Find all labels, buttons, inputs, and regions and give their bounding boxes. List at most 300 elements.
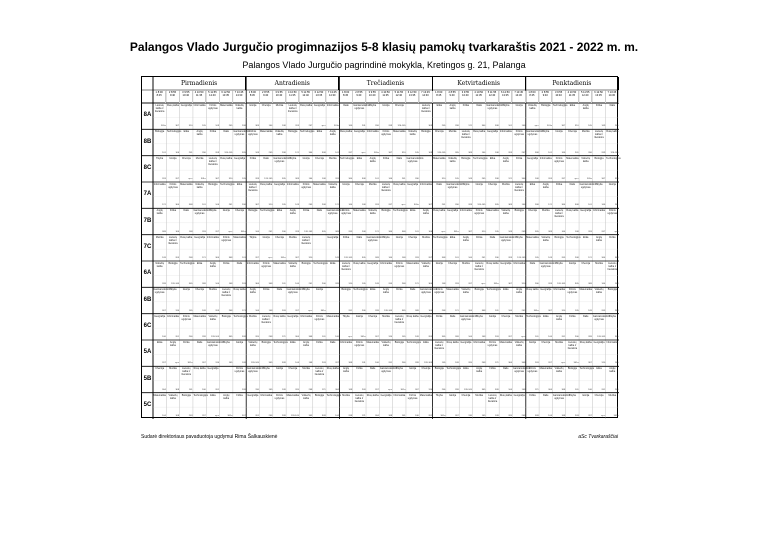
room-number: 121: [415, 283, 419, 286]
room-number: 109: [335, 256, 339, 259]
room-number: 304: [255, 283, 259, 286]
lesson-cell: Dailė 126-105: [223, 130, 233, 154]
lesson-cell: Rusų kalba 207: [340, 130, 353, 154]
room-number: 208: [361, 230, 366, 233]
room-number: 207: [375, 388, 379, 391]
room-number: 209: [588, 335, 592, 338]
lesson-cell: Fizika 301a: [183, 341, 193, 365]
room-number: 209: [548, 283, 552, 286]
period-header: 7 13:45 14:30: [233, 91, 246, 103]
day-header: Pirmadienis: [153, 77, 246, 90]
lesson-cell: Chemija 207: [501, 314, 512, 338]
lesson-cell: Informatika 201: [167, 314, 180, 338]
lesson-cell: Vokiečių kalba 301a: [581, 156, 592, 180]
lesson-cell: Vokiečių kalba 108: [168, 393, 180, 417]
lesson-cell: Lietuvių kalba ir literatūra 205: [168, 235, 180, 259]
lesson-cell: Fizinis ugdymas 208: [434, 288, 446, 312]
room-number: 301a: [227, 414, 233, 417]
period-header: 4 10:50 11:35: [473, 91, 486, 103]
day-header: Antradienis: [246, 77, 339, 90]
room-number: 101: [548, 151, 552, 154]
lesson-cell: Lietuvių kalba ir literatūra 109: [487, 393, 499, 417]
lesson-cell: Rusų kalba 310: [220, 156, 233, 180]
lesson-cell: Anglų kalba 121: [542, 183, 552, 207]
room-number: 307: [388, 151, 393, 154]
class-label: 7B: [143, 217, 152, 224]
lesson-cell: Gamtamokslinis ugdymas 203: [193, 209, 211, 233]
room-number: 206: [188, 335, 193, 338]
lesson-cell: Fizinis ugdymas 308: [221, 235, 233, 259]
lesson-cell: Tikyba sp.s: [342, 314, 353, 338]
room-number: 304: [215, 256, 220, 259]
room-number: 307: [468, 230, 473, 233]
room-number: 104: [335, 414, 339, 417]
lesson-cell: Lietuvių kalba ir literatūra sp.s: [474, 262, 486, 286]
room-number: 209: [375, 309, 379, 312]
lesson-cell: Gamtamokslinis ugdymas 305: [233, 130, 251, 154]
lesson-cell: Etika 309: [196, 262, 206, 286]
lesson-cell: Fizika 304: [555, 183, 566, 207]
lesson-cell: Geografija sp.s: [313, 104, 326, 128]
room-number: 301a: [453, 230, 459, 233]
class-label: 6C: [143, 322, 152, 329]
lesson-cell: Informatika 203: [499, 130, 512, 154]
room-number: 206: [534, 283, 539, 286]
lesson-cell: Technologijos 104: [326, 393, 342, 417]
lesson-cell: Muzika 105: [475, 393, 486, 417]
room-number: 109: [495, 414, 499, 417]
room-number: 105: [242, 177, 246, 180]
lesson-cell: Technologijos 207: [193, 393, 208, 417]
lesson-cell: Etika 209: [330, 262, 339, 286]
room-number: 208: [534, 204, 539, 207]
lesson-cell: Biologija 109: [421, 130, 433, 154]
lesson-cell: Lietuvių kalba ir literatūra 105: [394, 314, 406, 338]
room-number: 105: [361, 283, 366, 286]
room-number: 101: [321, 335, 326, 338]
lesson-cell: Fizika 108: [223, 262, 233, 286]
room-number: 104: [175, 230, 180, 233]
room-number: 121: [375, 230, 379, 233]
room-number: 109: [548, 256, 552, 259]
lesson-cell: Lietuvių kalba ir literatūra 104: [514, 183, 526, 207]
room-number: 310: [521, 283, 526, 286]
lesson-cell: Fizinis ugdymas 121: [487, 341, 499, 365]
room-number: 304: [521, 177, 526, 180]
lesson-cell: Muzika 208: [342, 393, 353, 417]
room-number: 203: [188, 414, 193, 417]
lesson-cell: Chemija 307: [368, 314, 379, 338]
lesson-cell: Biologija 206: [394, 341, 406, 365]
room-number: 109: [295, 204, 299, 207]
lesson-cell: Fizinis ugdymas 207: [514, 130, 526, 154]
lesson-cell: Fizinis ugdymas 308: [261, 262, 273, 286]
lesson-cell: Muzika 207: [462, 262, 473, 286]
room-number: 121: [242, 309, 246, 312]
lesson-cell: Istorija 126-105: [475, 183, 486, 207]
lesson-cell: Chemija 305: [488, 183, 499, 207]
room-number: 308: [228, 256, 233, 259]
lesson-cell: Dailė 201: [436, 183, 446, 207]
room-number: 109: [588, 309, 592, 312]
room-number: 206: [401, 362, 406, 365]
room-number: 121: [202, 256, 206, 259]
room-number: 310: [268, 204, 273, 207]
room-number: 307: [215, 177, 220, 180]
lesson-cell: Technologijos 304: [339, 156, 355, 180]
room-number: 109: [468, 177, 473, 180]
lesson-cell: Biologija 307: [594, 156, 606, 180]
lesson-cell: Matematika 201: [419, 393, 433, 417]
lesson-cell: Chemija 203: [408, 235, 419, 259]
day-header: Penktadienis: [526, 77, 619, 90]
room-number: 205: [215, 309, 220, 312]
lesson-cell: Anglų kalba 201: [556, 314, 566, 338]
lesson-cell: Vokiečių kalba 304: [461, 288, 473, 312]
lesson-cell: Istorija 109: [236, 341, 246, 365]
lesson-cell: Gamtamokslinis ugdymas 101: [579, 183, 597, 207]
lesson-cell: Vokiečių kalba 209: [155, 262, 166, 286]
lesson-cell: Istorija 106: [555, 130, 566, 154]
lesson-cell: Istorija 203: [528, 341, 539, 365]
lesson-cell: Technologijos 310: [606, 156, 621, 180]
room-number: 305: [361, 256, 366, 259]
room-number: 205: [614, 125, 619, 128]
room-number: 101: [242, 256, 246, 259]
room-number: 301a: [613, 414, 619, 417]
room-number: 309: [468, 151, 473, 154]
lesson-cell: Chemija 310: [421, 367, 433, 391]
room-number: 304: [375, 414, 379, 417]
lesson-cell: Technologijos 209: [406, 341, 421, 365]
room-number: 106: [561, 151, 566, 154]
lesson-cell: Istorija 305: [568, 262, 579, 286]
lesson-cell: Gamtamokslinis ugdymas 308: [526, 130, 544, 154]
lesson-cell: Chemija 310: [461, 393, 473, 417]
room-number: 203: [548, 177, 552, 180]
lesson-cell: Muzika 301a: [195, 156, 206, 180]
room-number: 121: [281, 335, 286, 338]
lesson-cell: Istorija 108: [435, 262, 446, 286]
room-number: 203: [335, 177, 339, 180]
lesson-cell: Dailė 205: [609, 104, 619, 128]
room-number: 308: [321, 151, 326, 154]
lesson-cell: Matematika 310: [393, 130, 406, 154]
room-number: 203: [415, 256, 419, 259]
lesson-cell: Dailė 207: [369, 367, 379, 391]
room-number: 109: [415, 335, 419, 338]
room-number: 105: [574, 309, 579, 312]
lesson-cell: Muzika 301a: [608, 393, 619, 417]
period-header: 3 9:55 10:40: [366, 91, 379, 103]
room-number: 104: [508, 388, 512, 391]
lesson-cell: Gamtamokslinis ugdymas 209: [499, 235, 517, 259]
room-number: 209: [215, 151, 220, 154]
lesson-cell: Istorija 104: [342, 183, 353, 207]
room-number: 308: [614, 256, 619, 259]
room-number: 309: [415, 309, 419, 312]
lesson-cell: Informatika 304: [206, 235, 220, 259]
room-number: 201: [388, 362, 393, 365]
room-number: 205: [228, 125, 233, 128]
lesson-cell: Lietuvių kalba ir literatūra 108: [607, 262, 619, 286]
room-number: 201: [574, 151, 579, 154]
period-header: 4 10:50 11:35: [286, 91, 299, 103]
lesson-cell: Chemija sp.s: [594, 393, 606, 417]
lesson-cell: Matematika 304: [499, 341, 513, 365]
room-number: 205: [561, 256, 566, 259]
room-number: 203: [455, 283, 459, 286]
room-number: 208: [441, 309, 446, 312]
room-number: 121: [588, 256, 592, 259]
room-number: 207: [308, 125, 313, 128]
class-label: 7A: [143, 191, 152, 198]
room-number: 108: [361, 204, 366, 207]
room-number: 309: [321, 414, 326, 417]
lesson-cell: Etika 106: [543, 314, 552, 338]
room-number: 205: [348, 230, 353, 233]
room-number: 301a: [413, 204, 419, 207]
room-number: 104: [162, 414, 166, 417]
room-number: 205: [175, 256, 180, 259]
room-number: 209: [508, 256, 512, 259]
period-header: 1 8:00 8:45: [339, 91, 352, 103]
lesson-cell: Geografija 308: [380, 393, 393, 417]
lesson-cell: Muzika 203: [368, 183, 379, 207]
room-number: 307: [242, 414, 246, 417]
period-header: 2 8:55 9:40: [446, 91, 459, 103]
room-number: 205: [268, 151, 273, 154]
room-number: 201: [361, 125, 366, 128]
lesson-cell: Fizika 209: [249, 156, 259, 180]
room-number: 308: [188, 204, 193, 207]
lesson-cell: Fizinis ugdymas 109: [247, 130, 259, 154]
room-number: 304: [428, 283, 433, 286]
lesson-cell: Technologijos 201: [260, 209, 275, 233]
lesson-cell: Matematika 121: [406, 262, 419, 286]
day-header: Trečiadienis: [339, 77, 432, 90]
room-number: 109: [281, 388, 286, 391]
lesson-cell: Tikyba 108: [475, 314, 486, 338]
room-number: 104: [601, 283, 606, 286]
lesson-cell: Technologijos 309: [233, 314, 248, 338]
lesson-cell: Informatika 310: [553, 288, 566, 312]
room-number: 203: [574, 414, 579, 417]
lesson-cell: Matematika 109: [579, 288, 592, 312]
lesson-cell: Istorija 301a: [355, 314, 366, 338]
lesson-cell: Matematika 105: [486, 209, 499, 233]
room-number: 101: [335, 151, 339, 154]
lesson-cell: Tikyba 104: [382, 235, 393, 259]
lesson-cell: Gamtamokslinis ugdymas 206: [406, 156, 424, 180]
lesson-cell: Gamtamokslinis ugdymas 305: [273, 156, 291, 180]
lesson-cell: Rusų kalba 304: [326, 367, 339, 391]
lesson-cell: Gamtamokslinis ugdymas 307: [153, 288, 171, 312]
lesson-cell: Fizinis ugdymas 209: [234, 367, 246, 391]
lesson-cell: Istorija 106: [515, 104, 526, 128]
room-number: sp.s: [601, 414, 606, 417]
room-number: 126-105: [464, 388, 473, 391]
lesson-cell: Dailė 307: [196, 341, 206, 365]
room-number: 309: [534, 414, 539, 417]
room-number: 108: [495, 151, 499, 154]
lesson-cell: Chemija 109: [195, 288, 206, 312]
lesson-cell: Fizika 106: [382, 156, 393, 180]
room-number: 108: [268, 309, 273, 312]
room-number: 201: [175, 335, 180, 338]
room-number: 105: [481, 414, 486, 417]
room-number: 209: [601, 151, 606, 154]
lesson-cell: Muzika 309: [502, 183, 512, 207]
room-number: 126-105: [424, 362, 433, 365]
room-number: 121: [295, 151, 299, 154]
room-number: 208: [268, 335, 273, 338]
room-number: 105: [455, 177, 459, 180]
lesson-cell: Gamtamokslinis ugdymas 206: [446, 183, 464, 207]
period-header: 4 10:50 11:35: [379, 91, 392, 103]
lesson-cell: Etika 201: [183, 130, 193, 154]
room-number: 104: [561, 230, 566, 233]
room-number: 309: [455, 335, 459, 338]
room-number: 208: [481, 362, 486, 365]
lesson-cell: Vokiečių kalba 109: [541, 235, 552, 259]
room-number: 207: [521, 151, 526, 154]
lesson-cell: Tikyba 126-105: [515, 235, 526, 259]
lesson-cell: Vokiečių kalba 201: [381, 341, 393, 365]
room-number: 309: [242, 335, 246, 338]
lesson-cell: Vokiečių kalba 101: [195, 183, 206, 207]
room-number: 105: [281, 204, 286, 207]
room-number: 310: [614, 177, 619, 180]
school-address: Palangos Vlado Jurgučio pagrindinė mokykla, Kretingos g. 21, Palanga: [242, 60, 526, 70]
lesson-cell: Fizika 209: [209, 130, 220, 154]
room-number: 109: [428, 151, 433, 154]
class-label: 8C: [143, 164, 152, 171]
room-number: 104: [268, 125, 273, 128]
room-number: 309: [255, 125, 259, 128]
lesson-cell: Etika 101: [449, 235, 459, 259]
lesson-cell: Anglų kalba sp.s: [169, 341, 180, 365]
room-number: 206: [614, 388, 619, 391]
room-number: 106: [468, 256, 473, 259]
room-number: 203: [375, 204, 379, 207]
lesson-cell: Chemija 126-105: [394, 104, 406, 128]
lesson-cell: Fizika 201: [476, 235, 486, 259]
lesson-cell: Fizika 203: [356, 367, 366, 391]
lesson-cell: Istorija 203: [488, 314, 499, 338]
lesson-cell: Gamtamokslinis ugdymas 104: [459, 314, 477, 338]
room-number: 101: [508, 125, 512, 128]
room-number: 205: [388, 283, 393, 286]
room-number: 205: [308, 204, 313, 207]
lesson-cell: Tikyba 309: [289, 156, 299, 180]
room-number: 208: [495, 177, 499, 180]
room-number: 106: [508, 309, 512, 312]
room-number: 207: [601, 230, 606, 233]
lesson-cell: Anglų kalba 105: [582, 104, 592, 128]
lesson-cell: Anglų kalba 206: [609, 367, 619, 391]
room-number: sp.s: [175, 362, 180, 365]
lesson-cell: Fizinis ugdymas 101: [354, 341, 366, 365]
lesson-cell: Geografija 301a: [407, 183, 419, 207]
lesson-cell: Rusų kalba 109: [446, 341, 459, 365]
room-number: 206: [268, 414, 273, 417]
lesson-cell: Anglų kalba 106: [422, 209, 433, 233]
lesson-cell: Vokiečių kalba 105: [448, 156, 459, 180]
lesson-cell: Fizika 126-105: [302, 209, 313, 233]
lesson-cell: Matematika 308: [180, 183, 193, 207]
lesson-cell: Etika 201: [596, 367, 606, 391]
room-number: 309: [495, 388, 499, 391]
lesson-cell: Rusų kalba sp.s: [393, 183, 406, 207]
room-number: 207: [255, 256, 259, 259]
lesson-cell: Geografija 105: [234, 156, 246, 180]
room-number: 106: [388, 177, 393, 180]
room-number: 121: [361, 414, 366, 417]
room-number: 307: [295, 256, 299, 259]
lesson-cell: Chemija 108: [315, 156, 326, 180]
lesson-cell: Lietuvių kalba ir literatūra 203: [288, 104, 299, 128]
lesson-cell: Anglų kalba 104: [209, 262, 220, 286]
period-header: 7 13:45 14:30: [326, 91, 339, 103]
room-number: 209: [295, 230, 299, 233]
room-number: 109: [508, 230, 512, 233]
room-number: 108: [401, 256, 406, 259]
room-number: sp.s: [534, 125, 539, 128]
lesson-cell: Fizika 121: [462, 104, 473, 128]
lesson-cell: Rusų kalba 207: [300, 104, 313, 128]
room-number: 310: [228, 177, 233, 180]
lesson-cell: Tikyba 301a: [435, 393, 446, 417]
lesson-cell: Informatika 105: [606, 341, 619, 365]
period-header: 6 12:50 13:35: [406, 91, 419, 103]
lesson-cell: Rusų kalba 310: [260, 183, 273, 207]
lesson-cell: Biologija 203: [181, 393, 193, 417]
lesson-cell: Chemija 104: [261, 104, 273, 128]
room-number: 126-105: [597, 335, 606, 338]
room-number: 310: [428, 388, 433, 391]
lesson-cell: Fizinis ugdymas 206: [181, 314, 193, 338]
room-number: 105: [415, 151, 419, 154]
room-number: 208: [281, 151, 286, 154]
lesson-cell: Matematika 208: [313, 183, 326, 207]
lesson-cell: Muzika 307: [289, 235, 299, 259]
room-number: 126-105: [264, 177, 273, 180]
lesson-cell: Technologijos 304: [299, 130, 315, 154]
lesson-cell: Dailė 305: [356, 235, 366, 259]
lesson-cell: Lietuvių kalba ir literatūra 301a: [567, 341, 579, 365]
lesson-cell: Istorija 307: [449, 393, 459, 417]
lesson-cell: Technologijos 206: [353, 288, 368, 312]
lesson-cell: Technologijos 208: [566, 235, 581, 259]
period-header: 4 10:50 11:35: [566, 91, 579, 103]
lesson-cell: Chemija 309: [581, 262, 592, 286]
lesson-cell: Istorija 207: [582, 393, 592, 417]
lesson-cell: Etika 106: [503, 288, 512, 312]
software-credit: aSc Tvarkaraščiai: [578, 434, 618, 440]
lesson-cell: Chemija 108: [354, 183, 366, 207]
lesson-cell: Anglų kalba 208: [449, 104, 459, 128]
period-header: 1 8:00 8:45: [526, 91, 539, 103]
period-header: 2 8:55 9:40: [353, 91, 366, 103]
lesson-cell: Tikyba 209: [462, 183, 473, 207]
room-number: 109: [242, 362, 246, 365]
lesson-cell: Geografija 205: [420, 314, 433, 338]
room-number: 301a: [440, 414, 446, 417]
room-number: 206: [455, 204, 459, 207]
room-number: 104: [428, 309, 433, 312]
room-number: 307: [508, 283, 512, 286]
